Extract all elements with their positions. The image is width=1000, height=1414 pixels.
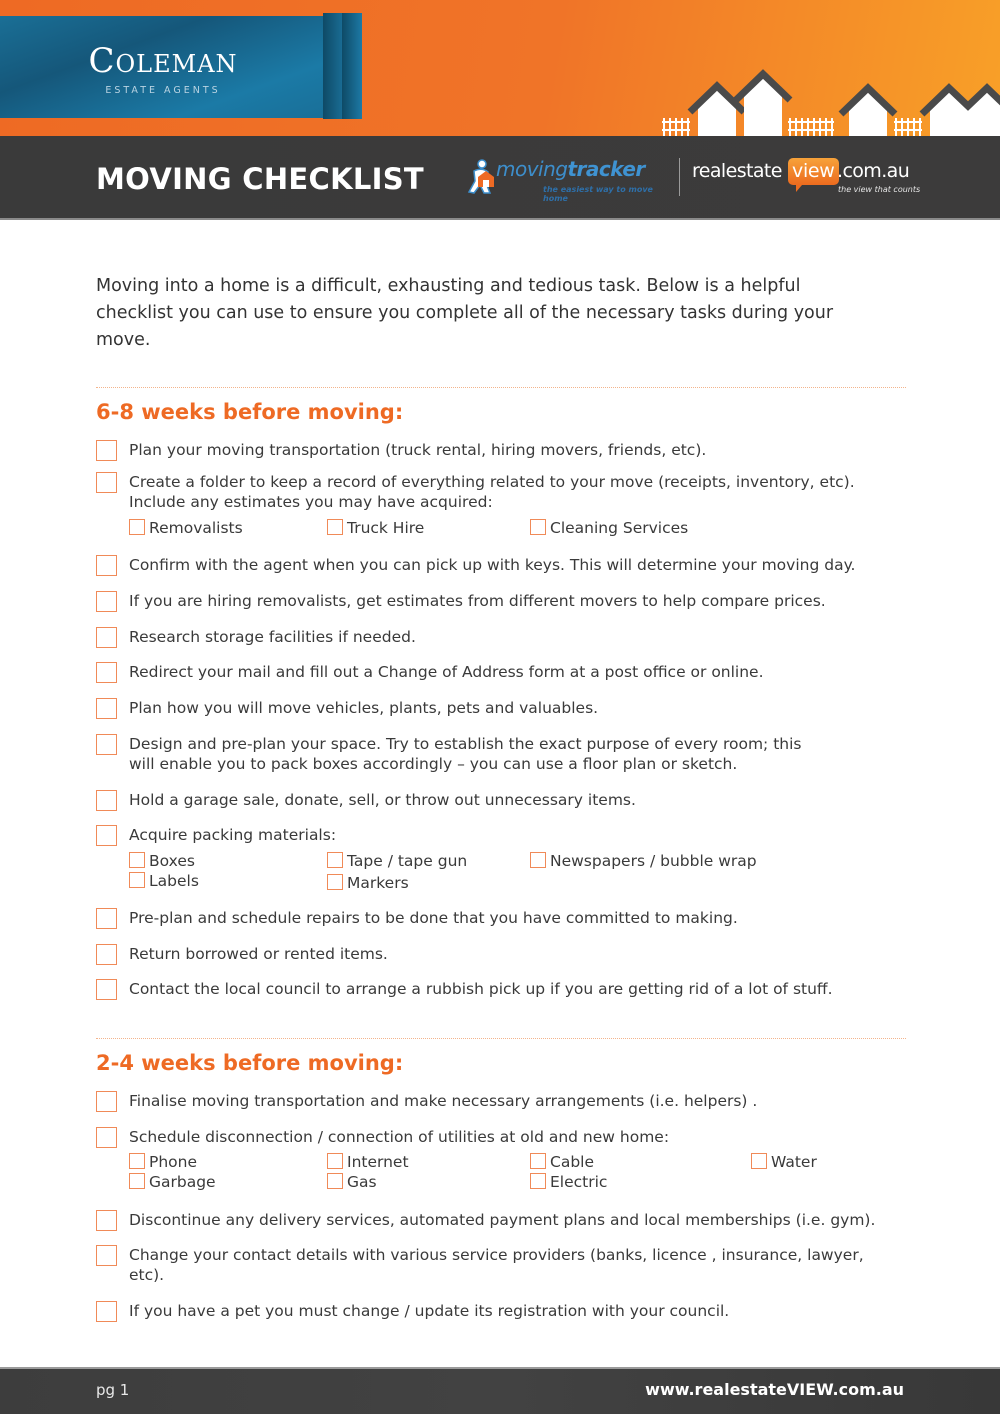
header-banner [0,0,1000,136]
checkbox[interactable] [96,734,117,755]
item-text: Research storage facilities if needed. [129,628,416,646]
ribbon-fold [342,13,362,119]
checkbox[interactable] [96,440,117,461]
checkbox[interactable] [530,519,546,535]
section-title-2-4-weeks: 2-4 weeks before moving: [96,1051,404,1075]
section-divider [96,387,906,388]
sub-checkbox-item[interactable] [530,1172,607,1192]
sub-checkbox-item[interactable] [327,851,467,871]
sub-checkbox-item[interactable] [530,1152,594,1172]
item-text: Finalise moving transportation and make necessary arrangements (i.e. helpers) . [129,1092,758,1110]
checkbox[interactable] [327,519,343,535]
checkbox[interactable] [96,908,117,929]
item-text: Hold a garage sale, donate, sell, or throw out unnecessary items. [129,791,636,809]
checkbox[interactable] [96,790,117,811]
sub-item-label: Newspapers / bubble wrap [550,852,757,870]
checkbox[interactable] [96,472,117,493]
checkbox[interactable] [96,698,117,719]
movingtracker-logo[interactable] [466,157,676,203]
sub-item-label: Markers [347,874,409,892]
checkbox[interactable] [530,1153,546,1169]
wordmark-bold: tracker [567,157,645,181]
sub-item-label: Tape / tape gun [347,852,468,870]
page-number: pg 1 [96,1381,130,1399]
sub-item-label: Truck Hire [347,519,425,537]
sub-item-label: Boxes [149,852,195,870]
item-text: Contact the local council to arrange a rubbish pick up if you are getting rid of a lot of stuff. [129,980,833,998]
checkbox[interactable] [751,1153,767,1169]
checkbox[interactable] [96,1245,117,1266]
item-text: Create a folder to keep a record of everything related to your move (receipts, inventory, etc). Include any estimates you may have acquired: [129,473,855,511]
movingtracker-wordmark [496,157,645,181]
sub-checkbox-item[interactable] [327,1152,409,1172]
brand-subtitle: ESTATE AGENTS [105,85,221,96]
page-title: MOVING CHECKLIST [96,162,424,196]
checkbox[interactable] [96,944,117,965]
item-text: Plan your moving transportation (truck rental, hiring movers, friends, etc). [129,441,707,459]
checkbox[interactable] [96,825,117,846]
checkbox[interactable] [530,852,546,868]
item-text: If you are hiring removalists, get estimates from different movers to help compare prices. [129,592,826,610]
checkbox[interactable] [327,1153,343,1169]
checkbox[interactable] [96,662,117,683]
houses-illustration [660,66,1000,136]
house-icon [922,88,1000,136]
sub-checkbox-item[interactable] [530,518,688,538]
checkbox[interactable] [530,1173,546,1189]
sub-item-label: Garbage [149,1173,216,1191]
sub-checkbox-item[interactable] [129,851,195,871]
item-text: Redirect your mail and fill out a Change of Address form at a post office or online. [129,663,764,681]
sub-item-label: Electric [550,1173,608,1191]
item-text: Design and pre-plan your space. Try to establish the exact purpose of every room; this will enable you to pack boxes accordingly – you can use a floor plan or sketch. [129,735,802,773]
checkbox[interactable] [96,1210,117,1231]
sub-checkbox-item[interactable] [327,518,424,538]
logo-divider [679,158,680,196]
sub-checkbox-item[interactable] [129,1172,216,1192]
item-text: Confirm with the agent when you can pick up with keys. This will determine your moving day. [129,556,856,574]
checkbox[interactable] [327,1173,343,1189]
rv-highlight-bubble: view [788,158,839,185]
checkbox[interactable] [96,555,117,576]
sub-checkbox-item[interactable] [327,1172,377,1192]
checkbox[interactable] [96,979,117,1000]
ribbon-fold [323,13,343,119]
wordmark-light: moving [496,157,568,181]
checkbox[interactable] [96,1301,117,1322]
rv-prefix: realestate [692,160,782,182]
item-text: Plan how you will move vehicles, plants, pets and valuables. [129,699,599,717]
house-icon [736,74,790,136]
house-icon [841,88,895,136]
checkbox[interactable] [327,852,343,868]
sub-item-label: Gas [347,1173,377,1191]
rv-suffix: .com.au [837,160,910,182]
sub-item-label: Cleaning Services [550,519,689,537]
realestateview-logo[interactable] [692,158,922,198]
checkbox[interactable] [96,1091,117,1112]
item-text: Pre-plan and schedule repairs to be done that you have committed to making. [129,909,738,927]
checkbox[interactable] [96,627,117,648]
item-text: Change your contact details with various service providers (banks, licence , insurance, lawyer, etc). [129,1246,864,1284]
sub-checkbox-item[interactable] [129,1152,197,1172]
house-icon [690,86,744,136]
sub-item-label: Removalists [149,519,243,537]
section-title-6-8-weeks: 6-8 weeks before moving: [96,400,404,424]
movingtracker-tagline: the easiest way to move home [543,185,653,203]
section-divider [96,1038,906,1039]
sub-item-label: Internet [347,1153,409,1171]
item-text: Acquire packing materials: [129,826,337,844]
sub-item-label: Phone [149,1153,198,1171]
rv-tagline: the view that counts [838,185,921,194]
sub-checkbox-item[interactable] [327,873,409,893]
checkbox[interactable] [129,1173,145,1189]
item-text: Return borrowed or rented items. [129,945,388,963]
sub-checkbox-item[interactable] [129,518,243,538]
brand-name: Coleman [88,41,238,81]
sub-item-label: Cable [550,1153,595,1171]
item-text: Discontinue any delivery services, automated payment plans and local memberships (i.e. gym). [129,1211,876,1229]
mover-icon [466,159,496,195]
website-link[interactable]: www.realestateVIEW.com.au [645,1380,904,1399]
sub-item-label: Labels [149,872,199,890]
sub-checkbox-item[interactable] [751,1152,817,1172]
sub-checkbox-item[interactable] [129,871,199,891]
sub-item-label: Water [771,1153,817,1171]
checkbox[interactable] [129,852,145,868]
checkbox[interactable] [96,1127,117,1148]
checkbox[interactable] [129,519,145,535]
item-text: If you have a pet you must change / update its registration with your council. [129,1302,730,1320]
checkbox[interactable] [129,872,145,888]
checkbox[interactable] [327,874,343,890]
checkbox[interactable] [96,591,117,612]
checkbox[interactable] [129,1153,145,1169]
item-text: Schedule disconnection / connection of utilities at old and new home: [129,1128,670,1146]
intro-paragraph: Moving into a home is a difficult, exhausting and tedious task. Below is a helpful checklist you can use to ensure you complete all of the necessary tasks during your move. [96,276,834,350]
sub-checkbox-item[interactable] [530,851,757,871]
